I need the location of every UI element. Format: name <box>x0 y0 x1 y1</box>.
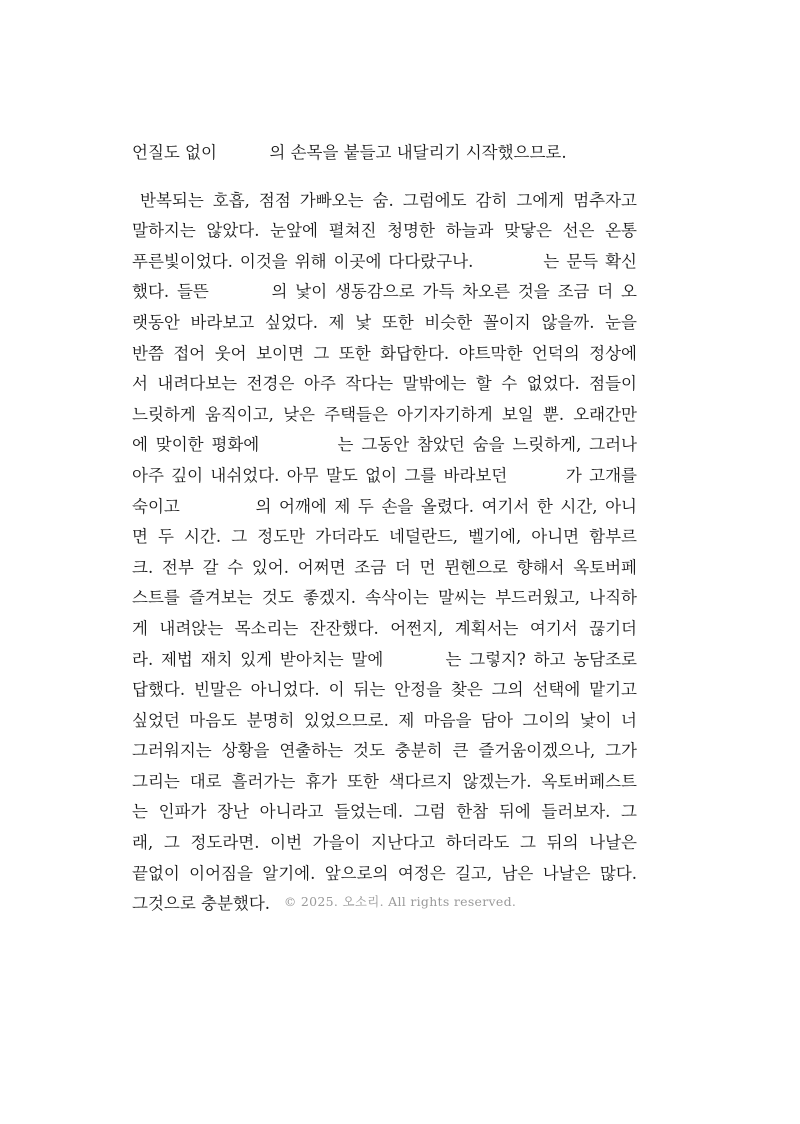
paragraph-line: 숙이고 의 어깨에 제 두 손을 올렸다. 여기서 한 시간, 아니 <box>132 496 637 516</box>
paragraph-line: 면 두 시간. 그 정도만 가더라도 네덜란드, 벨기에, 아니면 함부르 <box>132 527 637 547</box>
paragraph-line: 언질도 없이 의 손목을 붙들고 내달리기 시작했으므로. <box>132 143 567 162</box>
copyright-footer: © 2025. 오소리. All rights reserved. <box>283 894 517 909</box>
paragraph-gap <box>132 169 637 186</box>
paragraph-line: 했다. 들뜬 의 낯이 생동감으로 가득 차오른 것을 조금 더 오 <box>132 282 637 302</box>
paragraph-line: 푸른빛이었다. 이것을 위해 이곳에 다다랐구나. 는 문득 확신 <box>132 251 637 271</box>
paragraph-line: 에 맞이한 평화에 는 그동안 참았던 숨을 느릿하게, 그러나 <box>132 435 637 455</box>
paragraph-line: 아주 깊이 내쉬었다. 아무 말도 없이 그를 바라보던 가 고개를 <box>132 465 637 485</box>
paragraph-line: 서 내려다보는 전경은 아주 작다는 말밖에는 할 수 없었다. 점들이 <box>132 374 637 394</box>
paragraph-line: 스트를 즐겨보는 것도 좋겠지. 속삭이는 말씨는 부드러웠고, 나직하 <box>132 588 637 608</box>
paragraph-line: 그러워지는 상황을 연출하는 것도 충분히 큰 즐거움이겠으나, 그가 <box>132 741 637 761</box>
paragraph-line: 느릿하게 움직이고, 낮은 주택들은 아기자기하게 보일 뿐. 오래간만 <box>132 404 637 424</box>
paragraph-line: 크. 전부 갈 수 있어. 어쩌면 조금 더 먼 뮌헨으로 향해서 옥토버페 <box>132 557 637 577</box>
paragraph-line: 답했다. 빈말은 아니었다. 이 뒤는 안정을 찾은 그의 선택에 맡기고 <box>132 680 637 700</box>
paragraph-two <box>132 186 637 920</box>
paragraph-line: 래, 그 정도라면. 이번 가을이 지난다고 하더라도 그 뒤의 나날은 <box>132 833 637 853</box>
paragraph-line: 라. 제법 재치 있게 받아치는 말에 는 그렇지? 하고 농담조로 <box>132 649 637 669</box>
paragraph-line: 게 내려앉는 목소리는 잔잔했다. 어쩐지, 계획서는 여기서 끊기더 <box>132 618 637 638</box>
paragraph-line: 랫동안 바라보고 싶었다. 제 낯 또한 비슷한 꼴이지 않을까. 눈을 <box>132 312 637 332</box>
paragraph-line: 그것으로 충분했다. <box>132 894 271 914</box>
paragraph-line: 반복되는 호흡, 점점 가빠오는 숨. 그럼에도 감히 그에게 멈추자고 <box>140 190 637 210</box>
paragraph-line: 그리는 대로 흘러가는 휴가 또한 색다르지 않겠는가. 옥토버페스트 <box>132 771 637 791</box>
paragraph-line: 싶었던 마음도 분명히 있었으므로. 제 마음을 담아 그이의 낯이 너 <box>132 710 637 730</box>
paragraph-line: 말하지는 않았다. 눈앞에 펼쳐진 청명한 하늘과 맞닿은 선은 온통 <box>132 221 637 241</box>
paragraph-line: 는 인파가 장난 아니라고 들었는데. 그럼 한참 뒤에 들러보자. 그 <box>132 802 637 822</box>
paragraph-line: 반쯤 접어 웃어 보이면 그 또한 화답한다. 야트막한 언덕의 정상에 <box>132 343 637 363</box>
paragraph-line: 끝없이 이어짐을 알기에. 앞으로의 여정은 길고, 남은 나날은 많다. <box>132 863 637 883</box>
story-text <box>132 138 637 920</box>
